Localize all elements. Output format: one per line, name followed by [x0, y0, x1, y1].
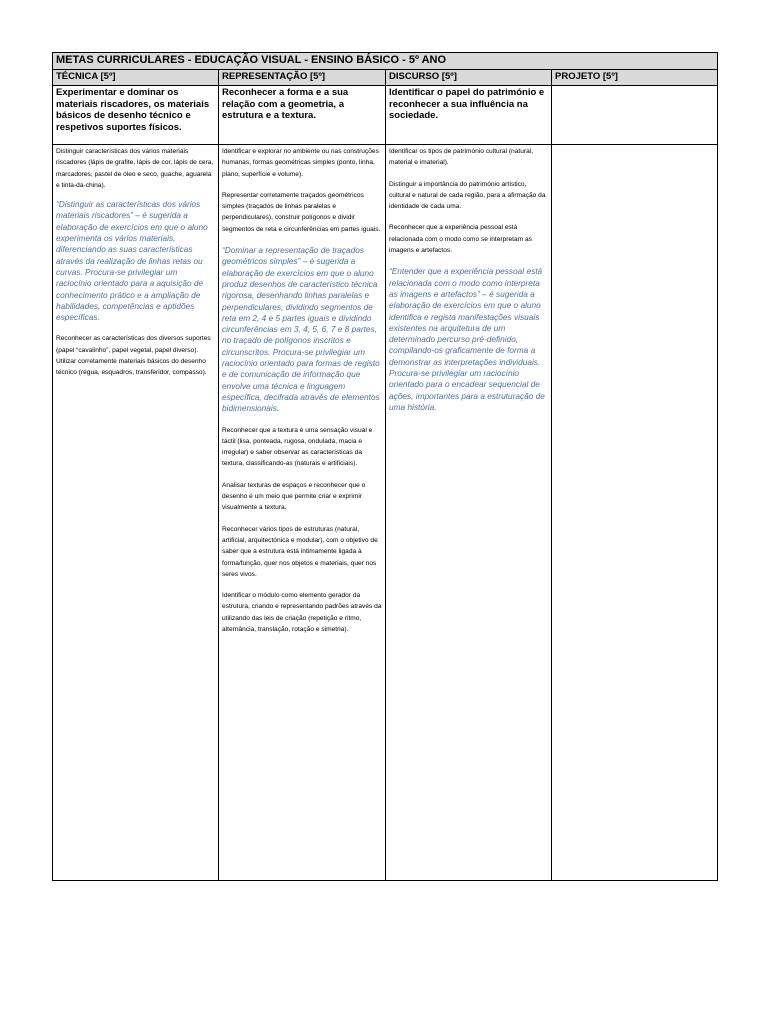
descriptor-text: Utilizar corretamente materiais básicos do desenho técnico (régua, esquadros, transferidor, compasso).: [56, 358, 207, 377]
guidance-note: “Entender que a experiência pessoal está relacionada com o modo como interpreta as imagens e artefactos” – é sugerida a elaboração de exercícios em que o aluno identifica e regista manifestações visuais existentes na arquitetura de um determinado percurso pré-definido, compilando-os graficamente de forma a demonstrar as interpretações individuais. Procura-se privilegiar um raciocínio orientado para o encadear sequencial de ações, importantes para a estruturação de uma história.: [389, 266, 545, 412]
descriptor-text: Reconhecer que a experiência pessoal está relacionada com o modo como se interpretam as imagens e artefactos.: [389, 224, 532, 255]
descriptor-text: Analisar texturas de espaços e reconhecer que o desenho é um meio que permite criar e exprimir visualmente a textura.: [222, 481, 366, 512]
descriptor-text: Identificar os tipos de património cultural (natural, material e imaterial).: [389, 148, 534, 167]
column-header-representacao: REPRESENTAÇÃO [5º]: [219, 70, 386, 86]
descriptors-projeto: [552, 145, 718, 881]
descriptor-text: Identificar o módulo como elemento gerador da estrutura, criando e representando padrões através da utilizando das leis de criação (repetição e ritmo, alternância, translação, rotação e simetria).: [222, 592, 382, 633]
column-header-projeto: PROJETO [5º]: [552, 70, 718, 86]
descriptors-tecnica: [53, 145, 219, 881]
descriptor-text: Identificar e explorar no ambiente ou nas construções humanas, formas geométricas simples (ponto, linha, plano, superfície e volume).: [222, 148, 379, 178]
goal-discurso: Identificar o papel do património e reconhecer a sua influência na sociedade.: [386, 86, 552, 145]
descriptor-text: Reconhecer as características dos diversos suportes (papel “cavalinho”, papel vegetal, papel diverso).: [56, 335, 211, 354]
descriptors-discurso: [386, 145, 552, 881]
column-header-discurso: DISCURSO [5º]: [386, 70, 552, 86]
descriptor-text: Distinguir a importância do património artístico, cultural e natural de cada região, para a afirmação da identidade de cada uma.: [389, 180, 546, 211]
curriculum-table: [52, 52, 718, 881]
descriptor-text: Representar corretamente traçados geométricos simples (traçados de linhas paralelas e perpendiculares), construir polígonos e dividir segmentos de reta e circunferências em partes iguais.: [222, 191, 381, 233]
goal-tecnica: Experimentar e dominar os materiais riscadores, os materiais básicos de desenho técnico e respetivos suportes físicos.: [53, 86, 219, 145]
goal-representacao: Reconhecer a forma e a sua relação com a geometria, a estrutura e a textura.: [219, 86, 386, 145]
guidance-note: “Distinguir as características dos vários materiais riscadores” – é sugerida a elaboração de exercícios em que o aluno experimenta os vários materiais, diferenciando as suas características através da realização de linhas retas ou curvas. Procura-se privilegiar um raciocínio orientado para a aquisição de conhecimento prático e a ampliação de habilidades, competências e aptidões específicas.: [56, 199, 208, 323]
descriptor-text: Reconhecer que a textura é uma sensação visual e táctil (lisa, ponteada, rugosa, ondulada, macia e irregular) e saber observar as características da textura, classificando-as (naturais e artificiais).: [222, 426, 373, 468]
descriptor-text: Reconhecer vários tipos de estruturas (natural, artificial, arquitectónica e modular), com o objetivo de saber que a estrutura está intimamente ligada à forma/função, quer nos objetos e materiais, quer nos seres vivos.: [222, 525, 378, 578]
guidance-note: “Dominar a representação de traçados geométricos simples” – é sugerida a elaboração de exercícios em que o aluno produz desenhos de característico técnica rigorosa, desenhando linhas paralelas e perpendiculares, dividindo segmentos de reta em 2, 4 e 5 partes iguais e dividindo circunferências em 3, 4, 5, 6, 7 e 8 partes, no traçado de polígonos inscritos e circunscritos. Procura-se privilegiar um raciocínio orientado para formas de registo e de comunicação de informação que envolve uma técnica e linguagem específica, decifrada através de elementos bidimensionais.: [222, 245, 380, 414]
column-header-tecnica: TÉCNICA [5º]: [53, 70, 219, 86]
descriptor-text: Distinguir características dos vários materiais riscadores (lápis de grafite, lápis de cor, lápis de cera, marcadores, pastel de óleo e seco, guache, aguarela e tinta-da-china).: [56, 148, 214, 189]
descriptors-representacao: [219, 145, 386, 881]
goal-projeto: [552, 86, 718, 145]
table-title: METAS CURRICULARES - EDUCAÇÃO VISUAL - ENSINO BÁSICO - 5º ANO: [53, 53, 718, 70]
